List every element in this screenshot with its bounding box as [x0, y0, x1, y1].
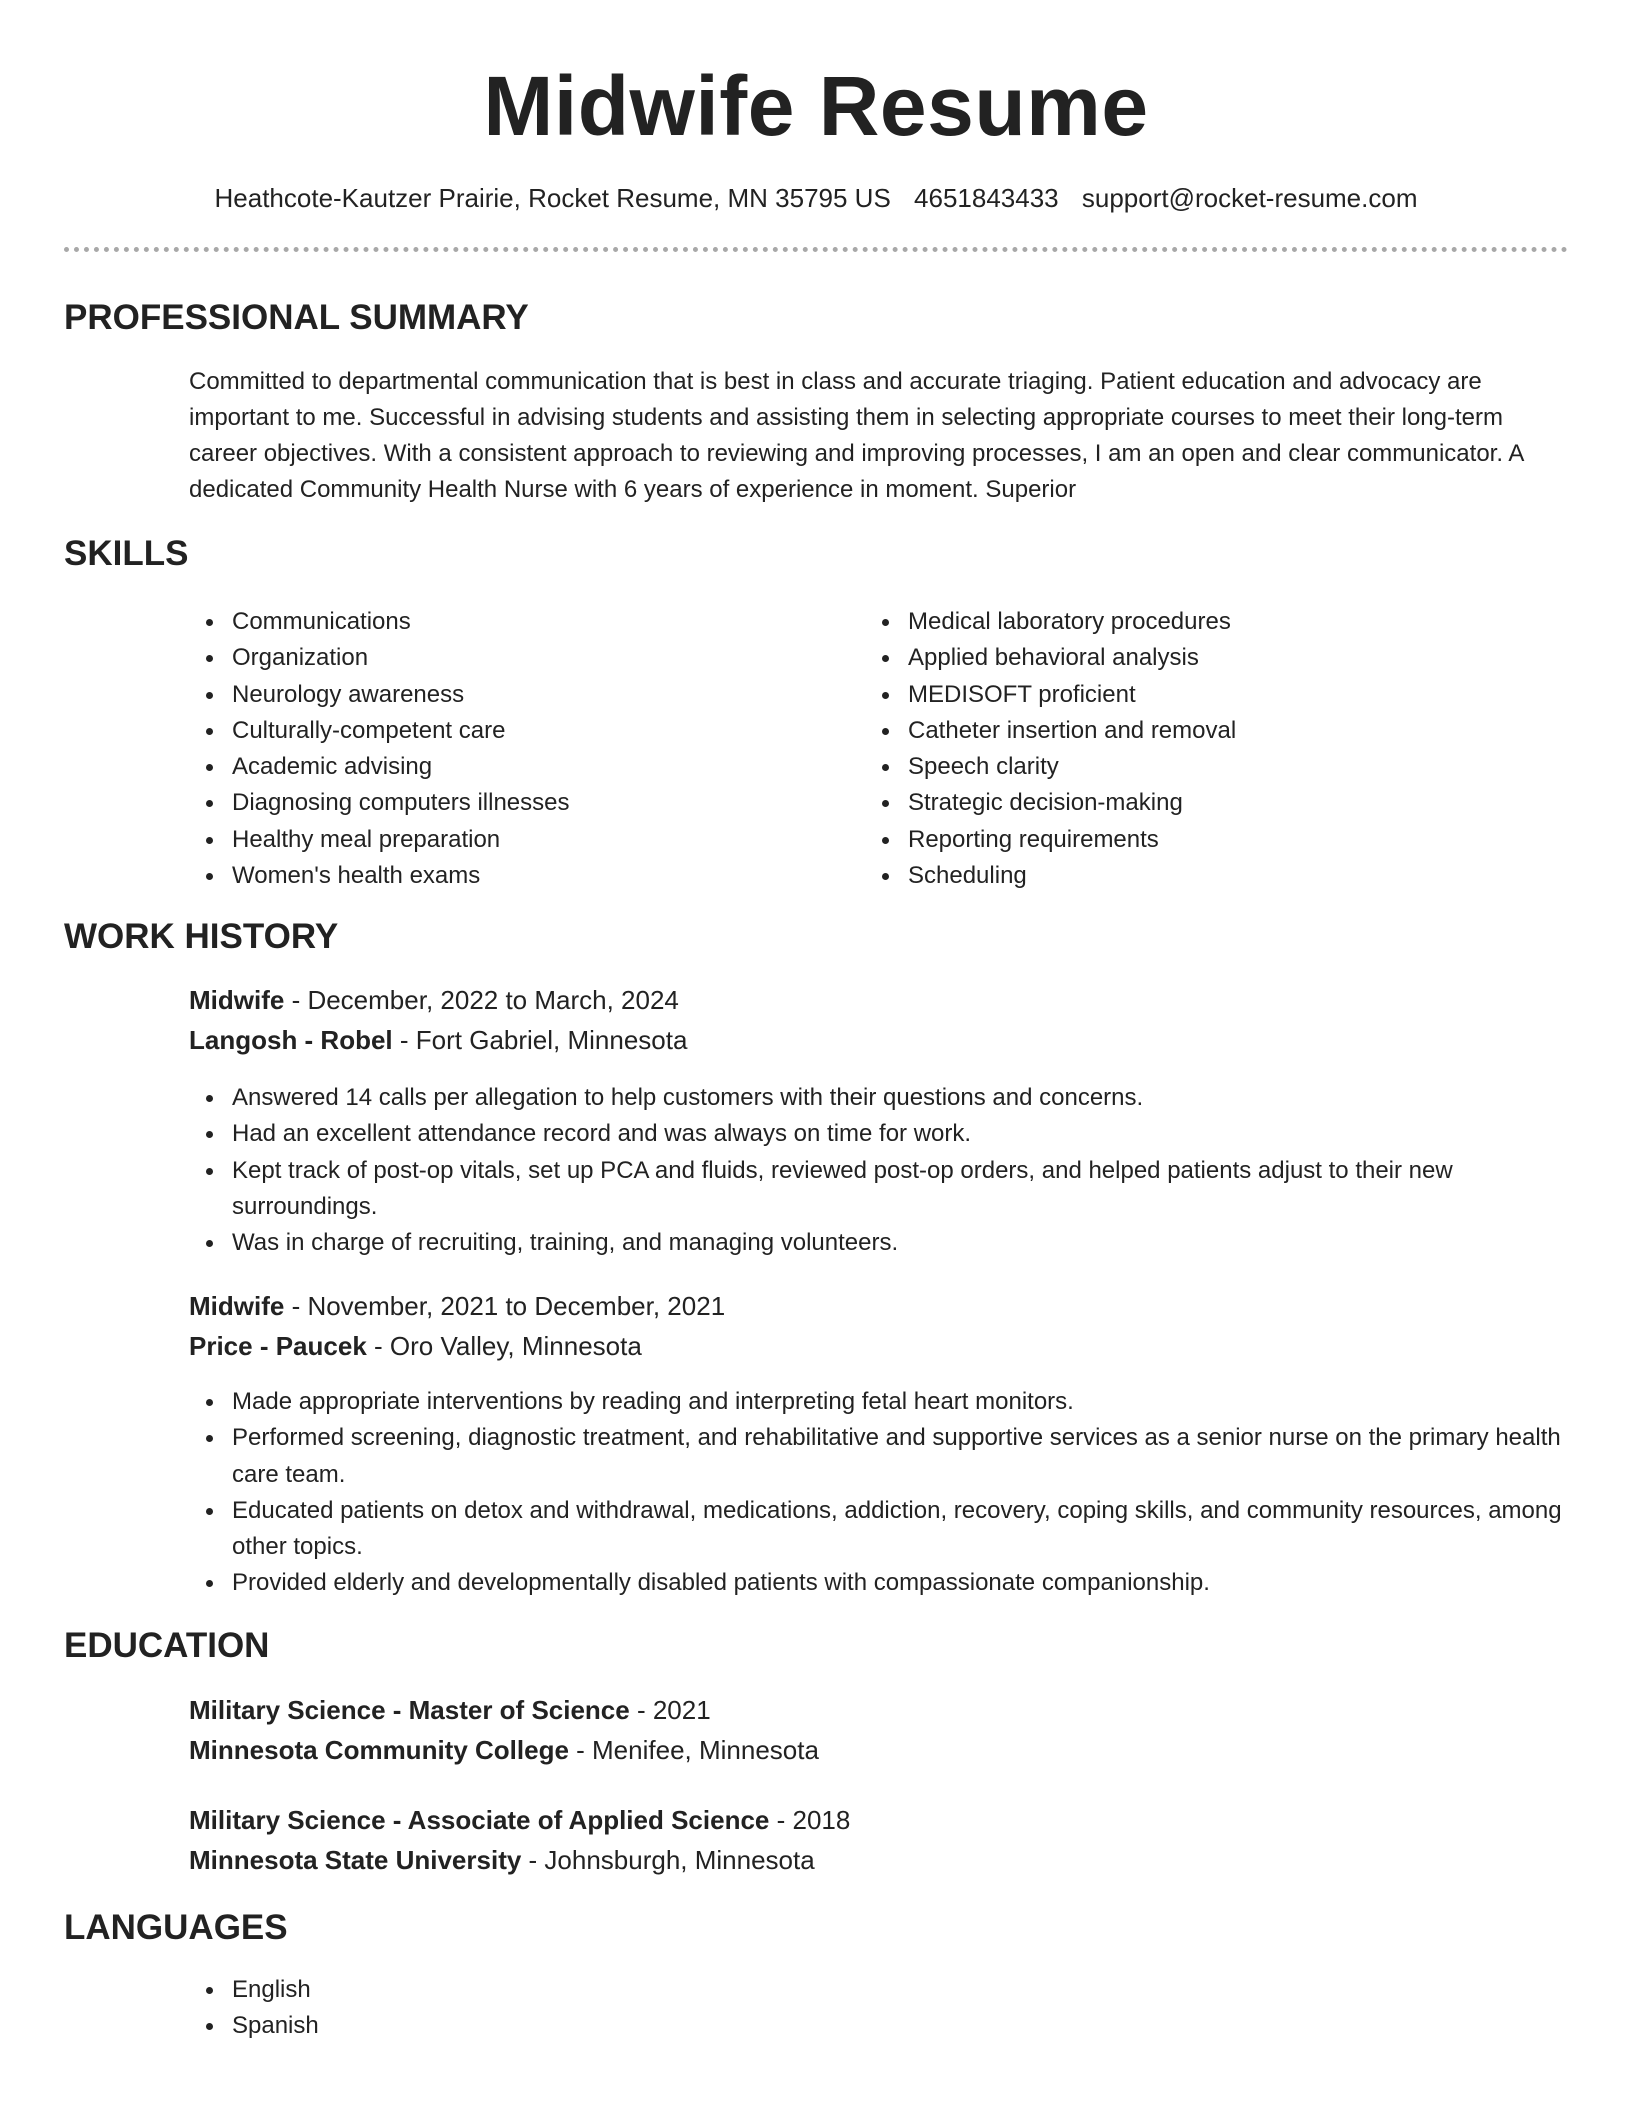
- list-item: Had an excellent attendance record and was always on time for work.: [189, 1116, 1574, 1152]
- job-bullets: [189, 1080, 1574, 1261]
- list-item: Performed screening, diagnostic treatment, and rehabilitative and supportive services as a senior nurse on the primary health care team.: [189, 1420, 1574, 1493]
- job-dates: - December, 2022 to March, 2024: [284, 985, 679, 1015]
- list-item: Academic advising: [189, 749, 849, 785]
- list-item: Scheduling: [865, 858, 1565, 894]
- list-item: Made appropriate interventions by reading and interpreting fetal heart monitors.: [189, 1384, 1574, 1420]
- list-item: Culturally-competent care: [189, 713, 849, 749]
- education-school-line: [189, 1730, 819, 1770]
- list-item: English: [189, 1972, 1574, 2008]
- contact-phone: 4651843433: [914, 183, 1059, 213]
- job-bullets: [189, 1384, 1574, 1602]
- list-item: Educated patients on detox and withdrawal, medications, addiction, recovery, coping skills, and community resources, among other topics.: [189, 1493, 1574, 1566]
- job-company: Langosh - Robel: [189, 1025, 393, 1055]
- education-location: - Menifee, Minnesota: [568, 1735, 819, 1765]
- contact-email: support@rocket-resume.com: [1081, 183, 1418, 213]
- job-role: Midwife: [189, 1291, 285, 1321]
- job-company-line: [189, 1020, 687, 1060]
- education-location: - Johnsburgh, Minnesota: [521, 1845, 815, 1875]
- job-company: Price - Paucek: [189, 1331, 367, 1361]
- education-school: Minnesota Community College: [189, 1735, 569, 1765]
- header-divider: [64, 247, 1568, 252]
- section-title-education: EDUCATION: [64, 1626, 270, 1665]
- education-school-line: [189, 1840, 815, 1880]
- list-item: MEDISOFT proficient: [865, 677, 1565, 713]
- list-item: Diagnosing computers illnesses: [189, 785, 849, 821]
- education-degree: Military Science - Associate of Applied Science: [189, 1805, 770, 1835]
- section-title-languages: LANGUAGES: [64, 1908, 288, 1947]
- list-item: Healthy meal preparation: [189, 822, 849, 858]
- contact-address: Heathcote-Kautzer Prairie, Rocket Resume, MN 35795 US: [214, 183, 891, 213]
- job-role: Midwife: [189, 985, 285, 1015]
- job-location: - Oro Valley, Minnesota: [366, 1331, 642, 1361]
- education-year: - 2018: [769, 1805, 851, 1835]
- list-item: Was in charge of recruiting, training, and managing volunteers.: [189, 1225, 1574, 1261]
- list-item: Answered 14 calls per allegation to help customers with their questions and concerns.: [189, 1080, 1574, 1116]
- skills-list-right: [865, 604, 1565, 894]
- list-item: Speech clarity: [865, 749, 1565, 785]
- job-dates: - November, 2021 to December, 2021: [284, 1291, 726, 1321]
- resume-title: Midwife Resume: [483, 59, 1149, 153]
- job-title-line: [189, 1286, 725, 1326]
- job-location: - Fort Gabriel, Minnesota: [392, 1025, 688, 1055]
- education-degree-line: [189, 1690, 711, 1730]
- section-title-skills: SKILLS: [64, 534, 189, 573]
- education-year: - 2021: [629, 1695, 711, 1725]
- job-title-line: [189, 980, 679, 1020]
- list-item: Catheter insertion and removal: [865, 713, 1565, 749]
- list-item: Reporting requirements: [865, 822, 1565, 858]
- list-item: Strategic decision-making: [865, 785, 1565, 821]
- list-item: Medical laboratory procedures: [865, 604, 1565, 640]
- languages-list: [189, 1972, 1574, 2045]
- list-item: Provided elderly and developmentally disabled patients with compassionate companionship.: [189, 1565, 1574, 1601]
- list-item: Women's health exams: [189, 858, 849, 894]
- list-item: Kept track of post-op vitals, set up PCA and fluids, reviewed post-op orders, and helped patients adjust to their new surroundings.: [189, 1153, 1574, 1226]
- section-title-summary: PROFESSIONAL SUMMARY: [64, 298, 529, 337]
- summary-text: Committed to departmental communication that is best in class and accurate triaging. Patient education and advocacy are important to me. Successful in advising students and assisting them in selecting appropriate courses to meet their long-term career objectives. With a consistent approach to reviewing and improving processes, I am an open and clear communicator. A dedicated Community Health Nurse with 6 years of experience in moment. Superior: [189, 368, 1524, 503]
- list-item: Organization: [189, 640, 849, 676]
- education-school: Minnesota State University: [189, 1845, 522, 1875]
- list-item: Communications: [189, 604, 849, 640]
- education-degree-line: [189, 1800, 850, 1840]
- job-company-line: [189, 1326, 642, 1366]
- list-item: Applied behavioral analysis: [865, 640, 1565, 676]
- section-title-work: WORK HISTORY: [64, 917, 339, 956]
- education-degree: Military Science - Master of Science: [189, 1695, 630, 1725]
- skills-list-left: [189, 604, 849, 894]
- list-item: Spanish: [189, 2008, 1574, 2044]
- list-item: Neurology awareness: [189, 677, 849, 713]
- contact-line: [0, 178, 1632, 218]
